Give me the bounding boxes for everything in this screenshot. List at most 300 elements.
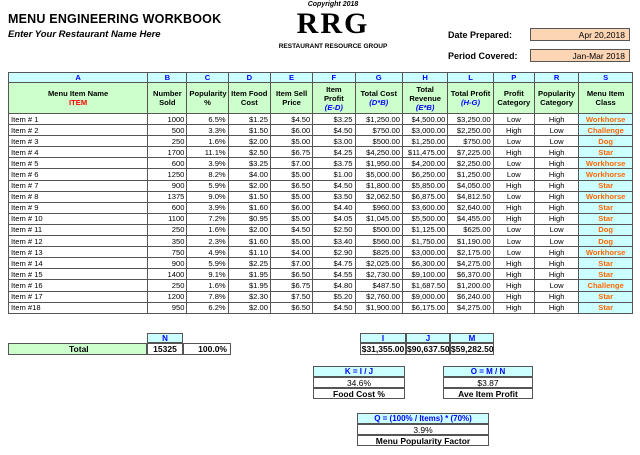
table-row <box>9 180 633 191</box>
cell-total-revenue: $1,125.00 <box>402 224 447 235</box>
cell-popularity-category: High <box>534 302 578 313</box>
cell-popularity-category: High <box>534 269 578 280</box>
cell-item-name[interactable]: Item # 15 <box>9 269 148 280</box>
cell-food-cost[interactable]: $2.25 <box>228 258 270 269</box>
cell-total-profit: $3,250.00 <box>448 114 493 125</box>
cell-food-cost[interactable]: $2.00 <box>228 136 270 147</box>
cell-sell-price[interactable]: $6.50 <box>270 180 312 191</box>
header-food-cost <box>228 83 270 114</box>
table-row <box>9 258 633 269</box>
cell-total-profit: $6,240.00 <box>448 291 493 302</box>
column-letters-row <box>9 73 633 83</box>
cell-total-profit: $750.00 <box>448 136 493 147</box>
cell-item-name[interactable]: Item # 2 <box>9 125 148 136</box>
table-row <box>9 213 633 224</box>
cell-item-profit: $2.50 <box>313 224 355 235</box>
header-text: Popularity Category <box>538 89 576 107</box>
cell-total-profit: $2,250.00 <box>448 158 493 169</box>
header-profit-category <box>493 83 534 114</box>
cell-menu-item-class: Workhorse <box>579 158 633 169</box>
cell-item-name[interactable]: Item # 12 <box>9 236 148 247</box>
column-letter-sell-price: E <box>270 73 312 83</box>
logo-group-name: RESTAURANT RESOURCE GROUP <box>278 43 388 50</box>
cell-item-name[interactable]: Item # 8 <box>9 191 148 202</box>
workbook-title: MENU ENGINEERING WORKBOOK <box>8 12 222 26</box>
column-letter-total-cost: G <box>355 73 402 83</box>
header-text: Item Food Cost <box>231 89 268 107</box>
cell-item-name[interactable]: Item # 16 <box>9 280 148 291</box>
cell-total-revenue: $9,100.00 <box>402 269 447 280</box>
date-prepared-field[interactable]: Apr 20,2018 <box>530 28 630 41</box>
cell-sell-price[interactable]: $7.50 <box>270 291 312 302</box>
cell-sell-price[interactable]: $5.00 <box>270 169 312 180</box>
cell-total-cost: $1,800.00 <box>355 180 402 191</box>
cell-food-cost[interactable]: $2.00 <box>228 302 270 313</box>
cell-sell-price[interactable]: $6.75 <box>270 147 312 158</box>
cell-item-profit: $4.80 <box>313 280 355 291</box>
cell-popularity[interactable]: 9.0% <box>187 191 228 202</box>
table-row <box>9 114 633 125</box>
period-covered-field[interactable]: Jan-Mar 2018 <box>530 49 630 62</box>
cell-popularity-category: High <box>534 191 578 202</box>
cell-food-cost[interactable]: $1.10 <box>228 247 270 258</box>
cell-item-profit: $4.50 <box>313 180 355 191</box>
cell-total-revenue: $6,875.00 <box>402 191 447 202</box>
cell-total-revenue: $3,000.00 <box>402 125 447 136</box>
cell-popularity-category: Low <box>534 236 578 247</box>
period-covered-label: Period Covered: <box>448 51 518 61</box>
cell-total-revenue: $6,250.00 <box>402 169 447 180</box>
total-number-sold: 15325 <box>147 343 183 355</box>
cell-popularity[interactable]: 1.6% <box>187 136 228 147</box>
cell-popularity[interactable]: 5.9% <box>187 258 228 269</box>
table-row <box>9 191 633 202</box>
header-item-profit <box>313 83 355 114</box>
cell-total-cost: $825.00 <box>355 247 402 258</box>
cell-food-cost[interactable]: $1.50 <box>228 191 270 202</box>
cell-total-profit: $1,250.00 <box>448 169 493 180</box>
cell-menu-item-class: Dog <box>579 224 633 235</box>
header-item-tag: ITEM <box>69 98 88 107</box>
cell-profit-category: High <box>493 269 534 280</box>
cell-total-revenue: $9,000.00 <box>402 291 447 302</box>
cell-food-cost[interactable]: $1.25 <box>228 114 270 125</box>
cell-profit-category: High <box>493 302 534 313</box>
cell-number-sold[interactable]: 500 <box>148 125 187 136</box>
cell-menu-item-class: Star <box>579 269 633 280</box>
cell-food-cost[interactable]: $2.00 <box>228 224 270 235</box>
header-text: Menu Item Class <box>586 89 625 107</box>
cell-popularity-category: High <box>534 247 578 258</box>
total-profit: $59,282.50 <box>451 344 494 354</box>
cell-popularity-category: High <box>534 213 578 224</box>
cell-number-sold[interactable]: 250 <box>148 280 187 291</box>
cell-total-profit: $4,455.00 <box>448 213 493 224</box>
cell-total-profit: $7,225.00 <box>448 147 493 158</box>
j-letter: J <box>406 333 450 343</box>
header-text: Menu Item Name <box>47 89 109 98</box>
cell-number-sold[interactable]: 1100 <box>148 213 187 224</box>
cell-number-sold[interactable]: 350 <box>148 236 187 247</box>
cell-food-cost[interactable]: $1.95 <box>228 280 270 291</box>
cell-sell-price[interactable]: $4.50 <box>270 224 312 235</box>
header-formula: (E-D) <box>324 102 343 112</box>
cell-item-name[interactable]: Item # 1 <box>9 114 148 125</box>
cell-item-profit: $4.50 <box>313 125 355 136</box>
header-total-revenue <box>402 83 447 114</box>
cell-total-cost: $500.00 <box>355 136 402 147</box>
cell-sell-price[interactable]: $6.50 <box>270 302 312 313</box>
column-letter-menu-item-class: S <box>579 73 633 83</box>
cell-menu-item-class: Workhorse <box>579 191 633 202</box>
food-cost-caption: Food Cost % <box>313 388 405 399</box>
cell-number-sold[interactable]: 750 <box>148 247 187 258</box>
cell-popularity-category: High <box>534 114 578 125</box>
cell-sell-price[interactable]: $5.00 <box>270 236 312 247</box>
pop-factor-caption: Menu Popularity Factor <box>357 435 489 446</box>
column-letter-item-name: A <box>9 73 148 83</box>
food-cost-value: 34.6% <box>313 377 405 388</box>
cell-number-sold[interactable]: 950 <box>148 302 187 313</box>
cell-popularity[interactable]: 1.6% <box>187 280 228 291</box>
table-row <box>9 136 633 147</box>
cell-menu-item-class: Challenge <box>579 125 633 136</box>
cell-food-cost[interactable]: $3.25 <box>228 158 270 169</box>
cell-profit-category: High <box>493 125 534 136</box>
column-letter-number-sold: B <box>148 73 187 83</box>
cell-item-name[interactable]: Item # 10 <box>9 213 148 224</box>
cell-total-profit: $2,640.00 <box>448 202 493 213</box>
cell-menu-item-class: Dog <box>579 136 633 147</box>
cell-item-name[interactable]: Item # 4 <box>9 147 148 158</box>
cell-menu-item-class: Workhorse <box>579 247 633 258</box>
cell-menu-item-class: Star <box>579 291 633 302</box>
cell-total-cost: $2,062.50 <box>355 191 402 202</box>
cell-sell-price[interactable]: $5.00 <box>270 136 312 147</box>
cell-menu-item-class: Workhorse <box>579 114 633 125</box>
cell-number-sold[interactable]: 1400 <box>148 269 187 280</box>
cell-total-cost: $1,900.00 <box>355 302 402 313</box>
cell-total-cost: $750.00 <box>355 125 402 136</box>
table-row <box>9 147 633 158</box>
cell-item-name[interactable]: Item # 9 <box>9 202 148 213</box>
total-label: Total <box>8 343 147 355</box>
cell-food-cost[interactable]: $2.30 <box>228 291 270 302</box>
cell-number-sold[interactable]: 250 <box>148 224 187 235</box>
cell-total-revenue: $3,600.00 <box>402 202 447 213</box>
cell-popularity[interactable]: 7.2% <box>187 213 228 224</box>
cell-total-cost: $487.50 <box>355 280 402 291</box>
cell-menu-item-class: Challenge <box>579 280 633 291</box>
cell-profit-category: Low <box>493 169 534 180</box>
cell-sell-price[interactable]: $4.00 <box>270 247 312 258</box>
cell-popularity[interactable]: 7.8% <box>187 291 228 302</box>
ave-item-profit-value: $3.87 <box>443 377 533 388</box>
cell-item-profit: $4.75 <box>313 258 355 269</box>
cell-popularity[interactable]: 4.9% <box>187 247 228 258</box>
food-cost-formula: K = I / J <box>313 366 405 377</box>
cell-number-sold[interactable]: 1200 <box>148 291 187 302</box>
cell-food-cost[interactable]: $1.95 <box>228 269 270 280</box>
cell-total-revenue: $3,000.00 <box>402 247 447 258</box>
cell-item-name[interactable]: Item # 13 <box>9 247 148 258</box>
table-row <box>9 280 633 291</box>
column-letter-total-revenue: H <box>402 73 447 83</box>
cell-total-profit: $6,370.00 <box>448 269 493 280</box>
cell-menu-item-class: Dog <box>579 236 633 247</box>
date-prepared-label: Date Prepared: <box>448 30 513 40</box>
header-text: Total Profit <box>450 89 491 98</box>
column-header-row <box>9 83 633 114</box>
header-popularity <box>187 83 228 114</box>
cell-popularity[interactable]: 3.3% <box>187 125 228 136</box>
cell-food-cost[interactable]: $2.50 <box>228 147 270 158</box>
cell-item-name[interactable]: Item # 5 <box>9 158 148 169</box>
cell-popularity-category: High <box>534 202 578 213</box>
cell-total-revenue: $1,687.50 <box>402 280 447 291</box>
cell-popularity[interactable]: 11.1% <box>187 147 228 158</box>
cell-food-cost[interactable]: $2.00 <box>228 180 270 191</box>
column-letter-food-cost: D <box>228 73 270 83</box>
cell-item-name[interactable]: Item # 7 <box>9 180 148 191</box>
cell-profit-category: Low <box>493 191 534 202</box>
table-row <box>9 291 633 302</box>
column-letter-profit-category: P <box>493 73 534 83</box>
cell-total-cost: $5,000.00 <box>355 169 402 180</box>
cell-sell-price[interactable]: $7.00 <box>270 258 312 269</box>
cell-popularity[interactable]: 9.1% <box>187 269 228 280</box>
cell-profit-category: Low <box>493 224 534 235</box>
header-formula: (D*B) <box>369 98 389 107</box>
cell-item-name[interactable]: Item # 11 <box>9 224 148 235</box>
cell-popularity[interactable]: 6.5% <box>187 114 228 125</box>
i-letter: I <box>360 333 406 343</box>
cell-total-revenue: $5,850.00 <box>402 180 447 191</box>
m-letter: M <box>450 333 494 343</box>
cell-sell-price[interactable]: $5.00 <box>270 191 312 202</box>
cell-total-cost: $560.00 <box>355 236 402 247</box>
header-formula: (E*B) <box>415 102 435 112</box>
cell-menu-item-class: Star <box>579 147 633 158</box>
cell-popularity[interactable]: 6.2% <box>187 302 228 313</box>
cell-popularity-category: High <box>534 180 578 191</box>
cell-item-profit: $4.25 <box>313 147 355 158</box>
cell-popularity[interactable]: 3.9% <box>187 158 228 169</box>
table-row <box>9 125 633 136</box>
cell-total-profit: $2,250.00 <box>448 125 493 136</box>
header-number-sold <box>148 83 187 114</box>
cell-sell-price[interactable]: $6.00 <box>270 125 312 136</box>
header-text: Item Profit <box>323 84 344 103</box>
cell-total-cost: $500.00 <box>355 224 402 235</box>
cell-total-revenue: $1,250.00 <box>402 136 447 147</box>
cell-item-profit: $4.50 <box>313 302 355 313</box>
table-row <box>9 158 633 169</box>
cell-menu-item-class: Star <box>579 180 633 191</box>
cell-popularity-category: Low <box>534 125 578 136</box>
n-letter: N <box>147 333 183 343</box>
cell-total-revenue: $6,300.00 <box>402 258 447 269</box>
cell-profit-category: High <box>493 147 534 158</box>
cell-popularity[interactable]: 1.6% <box>187 224 228 235</box>
header-formula: (H-G) <box>461 98 480 107</box>
cell-profit-category: Low <box>493 158 534 169</box>
header-item-name <box>9 83 148 114</box>
table-row <box>9 302 633 313</box>
cell-total-revenue: $4,500.00 <box>402 114 447 125</box>
cell-total-cost: $2,025.00 <box>355 258 402 269</box>
cell-sell-price[interactable]: $6.50 <box>270 269 312 280</box>
cell-food-cost[interactable]: $1.60 <box>228 236 270 247</box>
cell-sell-price[interactable]: $4.50 <box>270 114 312 125</box>
cell-item-profit: $1.00 <box>313 169 355 180</box>
header-sell-price <box>270 83 312 114</box>
cell-total-profit: $1,190.00 <box>448 236 493 247</box>
cell-item-profit: $3.50 <box>313 191 355 202</box>
cell-popularity-category: High <box>534 258 578 269</box>
table-row <box>9 169 633 180</box>
cell-profit-category: High <box>493 180 534 191</box>
cell-popularity[interactable]: 3.9% <box>187 202 228 213</box>
cell-total-profit: $4,812.50 <box>448 191 493 202</box>
cell-total-cost: $1,950.00 <box>355 158 402 169</box>
copyright-text: Copyright 2018 <box>307 1 359 8</box>
cell-number-sold[interactable]: 900 <box>148 180 187 191</box>
header-text: Number Sold <box>152 89 182 107</box>
cell-total-revenue: $1,750.00 <box>402 236 447 247</box>
header-menu-item-class <box>579 83 633 114</box>
cell-popularity-category: High <box>534 158 578 169</box>
cell-item-name[interactable]: Item # 14 <box>9 258 148 269</box>
cell-item-profit: $3.00 <box>313 136 355 147</box>
cell-popularity-category: High <box>534 147 578 158</box>
cell-menu-item-class: Workhorse <box>579 169 633 180</box>
cell-popularity-category: Low <box>534 280 578 291</box>
cell-number-sold[interactable]: 600 <box>148 158 187 169</box>
column-letter-item-profit: F <box>313 73 355 83</box>
cell-number-sold[interactable]: 900 <box>148 258 187 269</box>
cell-item-profit: $4.55 <box>313 269 355 280</box>
cell-item-name[interactable]: Item # 3 <box>9 136 148 147</box>
header-popularity-category <box>534 83 578 114</box>
cell-menu-item-class: Star <box>579 213 633 224</box>
cell-profit-category: Low <box>493 114 534 125</box>
table-row <box>9 236 633 247</box>
cell-number-sold[interactable]: 600 <box>148 202 187 213</box>
total-popularity: 100.0% <box>183 343 231 355</box>
cell-total-cost: $2,760.00 <box>355 291 402 302</box>
cell-item-profit: $3.40 <box>313 236 355 247</box>
cell-total-cost: $1,250.00 <box>355 114 402 125</box>
cell-number-sold[interactable]: 1700 <box>148 147 187 158</box>
cell-profit-category: High <box>493 213 534 224</box>
cell-item-name[interactable]: Item # 17 <box>9 291 148 302</box>
cell-total-profit: $4,275.00 <box>448 302 493 313</box>
cell-number-sold[interactable]: 1375 <box>148 191 187 202</box>
header-text: Profit Category <box>497 89 531 107</box>
cell-profit-category: High <box>493 291 534 302</box>
cell-food-cost[interactable]: $1.60 <box>228 202 270 213</box>
cell-popularity[interactable]: 5.9% <box>187 180 228 191</box>
restaurant-name[interactable]: Enter Your Restaurant Name Here <box>8 29 161 40</box>
cell-item-profit: $4.05 <box>313 213 355 224</box>
header-text: Total Cost <box>360 89 398 98</box>
cell-total-revenue: $6,175.00 <box>402 302 447 313</box>
cell-sell-price[interactable]: $6.00 <box>270 202 312 213</box>
column-letter-popularity: C <box>187 73 228 83</box>
table-row <box>9 202 633 213</box>
header-total-profit <box>448 83 493 114</box>
cell-item-profit: $2.90 <box>313 247 355 258</box>
table-row <box>9 247 633 258</box>
cell-total-cost: $1,045.00 <box>355 213 402 224</box>
header-total-cost <box>355 83 402 114</box>
profit-formula: O = M / N <box>443 366 533 377</box>
column-letter-popularity-category: R <box>534 73 578 83</box>
cell-popularity-category: High <box>534 169 578 180</box>
cell-total-cost: $2,730.00 <box>355 269 402 280</box>
header-text: Total Revenue <box>409 84 441 103</box>
cell-food-cost[interactable]: $4.00 <box>228 169 270 180</box>
rrg-logo <box>268 0 398 58</box>
header-text: Popularity % <box>189 89 227 107</box>
cell-profit-category: Low <box>493 136 534 147</box>
menu-items-table <box>8 72 633 314</box>
total-revenue: $90,637.50 <box>407 344 450 354</box>
cell-total-profit: $625.00 <box>448 224 493 235</box>
cell-profit-category: Low <box>493 247 534 258</box>
pop-factor-formula: Q = (100% / Items) * (70%) <box>357 413 489 424</box>
cell-item-profit: $5.20 <box>313 291 355 302</box>
cell-sell-price[interactable]: $5.00 <box>270 213 312 224</box>
column-letter-total-profit: L <box>448 73 493 83</box>
cell-food-cost[interactable]: $1.50 <box>228 125 270 136</box>
cell-sell-price[interactable]: $7.00 <box>270 158 312 169</box>
cell-item-name[interactable]: Item #18 <box>9 302 148 313</box>
table-row <box>9 224 633 235</box>
cell-item-name[interactable]: Item # 6 <box>9 169 148 180</box>
total-cost: $31,355.00 <box>361 344 405 354</box>
cell-item-profit: $3.75 <box>313 158 355 169</box>
cell-total-profit: $4,275.00 <box>448 258 493 269</box>
cell-popularity-category: Low <box>534 136 578 147</box>
cell-sell-price[interactable]: $6.75 <box>270 280 312 291</box>
cell-popularity[interactable]: 2.3% <box>187 236 228 247</box>
cell-menu-item-class: Star <box>579 202 633 213</box>
cell-total-cost: $960.00 <box>355 202 402 213</box>
cell-profit-category: High <box>493 202 534 213</box>
cell-total-revenue: $4,200.00 <box>402 158 447 169</box>
logo-mark: RRG <box>296 7 370 40</box>
cell-total-cost: $4,250.00 <box>355 147 402 158</box>
table-row <box>9 269 633 280</box>
cell-popularity-category: High <box>534 291 578 302</box>
cell-number-sold[interactable]: 1250 <box>148 169 187 180</box>
cell-profit-category: High <box>493 280 534 291</box>
cell-food-cost[interactable]: $0.95 <box>228 213 270 224</box>
cell-popularity[interactable]: 8.2% <box>187 169 228 180</box>
cell-total-profit: $4,050.00 <box>448 180 493 191</box>
cell-item-profit: $4.40 <box>313 202 355 213</box>
cell-profit-category: Low <box>493 236 534 247</box>
cell-total-profit: $2,175.00 <box>448 247 493 258</box>
cell-number-sold[interactable]: 250 <box>148 136 187 147</box>
cell-menu-item-class: Star <box>579 302 633 313</box>
cell-number-sold[interactable]: 1000 <box>148 114 187 125</box>
ave-item-profit-caption: Ave Item Profit <box>443 388 533 399</box>
header-text: Item Sell Price <box>275 89 308 107</box>
cell-profit-category: High <box>493 258 534 269</box>
